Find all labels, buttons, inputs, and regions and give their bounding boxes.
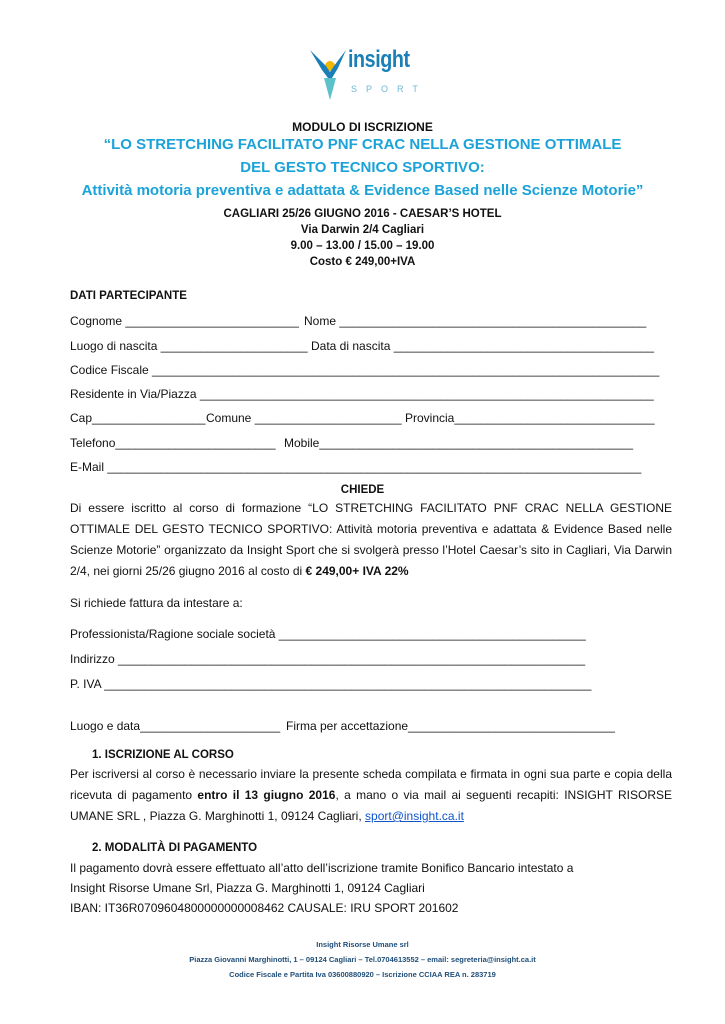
request-text: Di essere iscritto al corso di formazione “LO STRETCHING FACILITATO PNF CRAC NELLA GESTIONE OTTIMALE DEL GESTO TECNICO SPORTIVO: Attività motoria preventiva e adattata & Evidence Based nelle Scienze Motorie” organizzato da Insight Sport che si svolgerà presso l’Hotel Caesar’s sito in Cagliari, Via Darwin 2/4, nei giorni 25/26 giugno 2016 al costo di bbox=[70, 501, 672, 578]
request-price: € 249,00+ IVA 22% bbox=[305, 564, 409, 578]
invoice-heading: Si richiede fattura da intestare a: bbox=[70, 596, 243, 610]
birthplace-field[interactable]: Luogo di nascita ______________________ bbox=[70, 339, 308, 353]
event-address: Via Darwin 2/4 Cagliari bbox=[300, 224, 425, 236]
course-title-line-1: “LO STRETCHING FACILITATO PNF CRAC NELLA GESTIONE OTTIMALE bbox=[103, 136, 622, 153]
deadline: entro il 13 giugno 2016 bbox=[197, 788, 336, 802]
signature-field[interactable]: Firma per accettazione_______________________________ bbox=[286, 719, 615, 733]
logo-word: insight bbox=[348, 46, 410, 73]
section-1-title: 1. ISCRIZIONE AL CORSO bbox=[92, 749, 234, 761]
city-field[interactable]: Comune ______________________ bbox=[206, 411, 402, 425]
footer-registration: Codice Fiscale e Partita Iva 03600880920 – Iscrizione CCIAA REA n. 283719 bbox=[229, 970, 496, 979]
surname-field[interactable]: Cognome __________________________ bbox=[70, 314, 299, 328]
vat-field[interactable]: P. IVA _________________________________________________________________________ bbox=[70, 677, 592, 691]
section-2-title: 2. MODALITÀ DI PAGAMENTO bbox=[92, 842, 258, 854]
event-cost: Costo € 249,00+IVA bbox=[309, 256, 416, 268]
form-title: MODULO DI ISCRIZIONE bbox=[292, 120, 433, 134]
phone-field[interactable]: Telefono________________________ bbox=[70, 436, 276, 450]
logo-subtitle: SPORT bbox=[351, 84, 427, 94]
athlete-icon bbox=[308, 44, 348, 102]
request-heading: CHIEDE bbox=[340, 484, 385, 496]
email-link[interactable]: sport@insight.ca.it bbox=[365, 809, 464, 823]
name-field[interactable]: Nome ______________________________________________ bbox=[304, 314, 647, 328]
participant-heading: DATI PARTECIPANTE bbox=[70, 290, 187, 302]
course-title-line-2: DEL GESTO TECNICO SPORTIVO: bbox=[240, 159, 485, 176]
payment-line-1: Il pagamento dovrà essere effettuato all’atto dell’iscrizione tramite Bonifico Bancario intestato a bbox=[70, 861, 574, 875]
payment-line-2: Insight Risorse Umane Srl, Piazza G. Marghinotti 1, 09124 Cagliari bbox=[70, 881, 425, 895]
event-hours: 9.00 – 13.00 / 15.00 – 19.00 bbox=[290, 240, 435, 252]
section-1-text-b: , a mano o via mail ai seguenti recapiti: INSIGHT RISORSE UMANE SRL , Piazza G. Marghinotti 1, 09124 Cagliari, bbox=[70, 788, 672, 823]
request-paragraph bbox=[70, 498, 672, 582]
residence-field[interactable]: Residente in Via/Piazza ____________________________________________________________________ bbox=[70, 387, 654, 401]
place-date-field[interactable]: Luogo e data_____________________ bbox=[70, 719, 281, 733]
footer-address: Piazza Giovanni Marghinotti, 1 – 09124 Cagliari – Tel.0704613552 – email: segreteria@insight.ca.it bbox=[189, 955, 536, 964]
birthdate-field[interactable]: Data di nascita _______________________________________ bbox=[311, 339, 654, 353]
email-field[interactable]: E-Mail ________________________________________________________________________________ bbox=[70, 460, 642, 474]
course-title-line-3: Attività motoria preventiva e adattata & Evidence Based nelle Scienze Motorie” bbox=[81, 182, 644, 199]
insight-sport-logo bbox=[308, 44, 427, 104]
province-field[interactable]: Provincia______________________________ bbox=[405, 411, 655, 425]
payment-iban: IBAN: IT36R0709604800000000008462 CAUSALE: IRU SPORT 201602 bbox=[70, 901, 459, 915]
mobile-field[interactable]: Mobile_______________________________________________ bbox=[284, 436, 634, 450]
company-field[interactable]: Professionista/Ragione sociale società ______________________________________________ bbox=[70, 627, 586, 641]
event-place: CAGLIARI 25/26 GIUGNO 2016 - CAESAR’S HOTEL bbox=[223, 208, 502, 220]
section-1-text-a: Per iscriversi al corso è necessario inviare la presente scheda compilata e firmata in ogni sua parte e copia della ricevuta di pagamento bbox=[70, 767, 672, 802]
footer-company: Insight Risorse Umane srl bbox=[316, 940, 409, 949]
zip-field[interactable]: Cap_________________ bbox=[70, 411, 206, 425]
tax-code-field[interactable]: Codice Fiscale ____________________________________________________________________________ bbox=[70, 363, 660, 377]
invoice-address-field[interactable]: Indirizzo ______________________________________________________________________ bbox=[70, 652, 586, 666]
section-1-paragraph bbox=[70, 764, 672, 827]
